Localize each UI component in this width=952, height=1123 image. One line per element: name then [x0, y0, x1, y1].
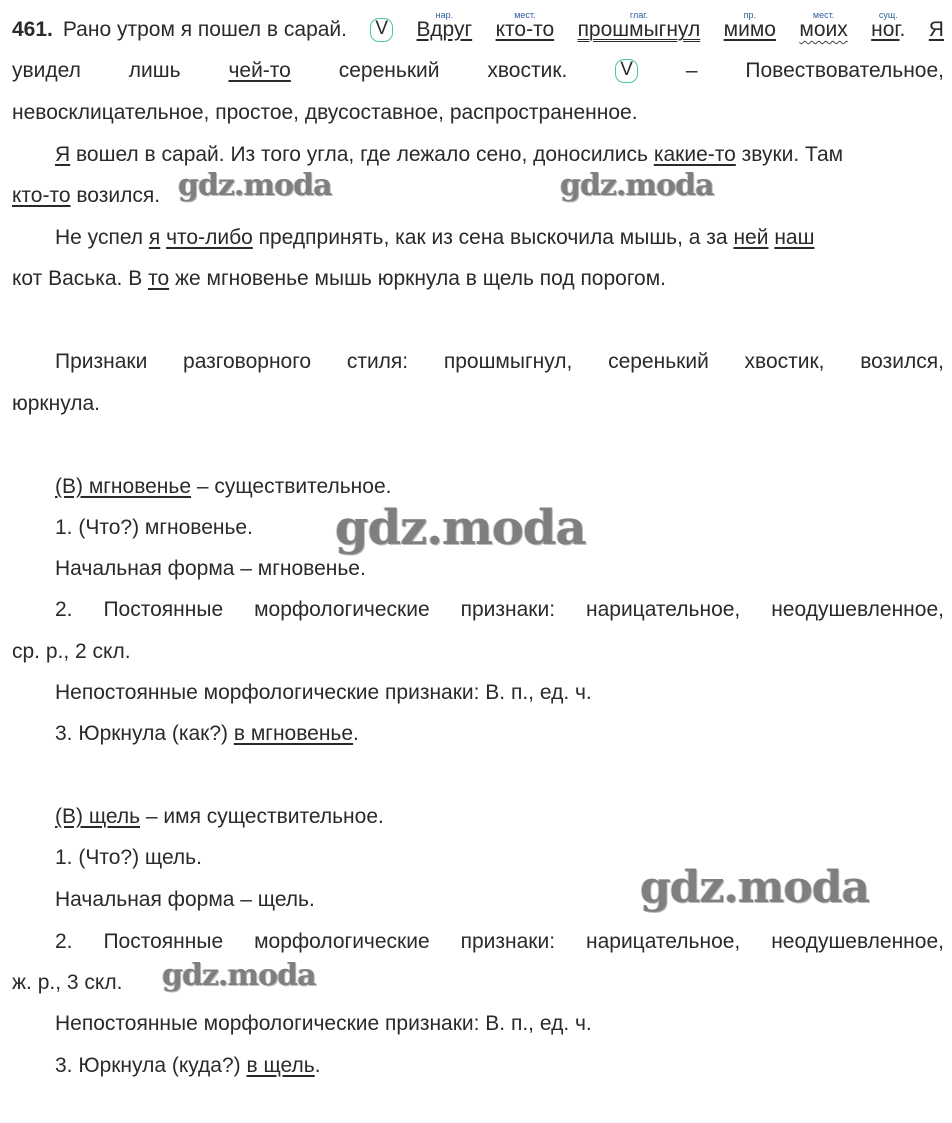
style-signs-line-2: юркнула. — [12, 392, 101, 415]
word-moih: мест. моих — [799, 18, 847, 42]
word-chey-to: чей-то — [228, 59, 291, 82]
para3-line-1: Не успел я что-либо предпринять, как из сена выскочила мышь, а за ней наш — [55, 226, 815, 249]
analysis2-point-2: 2. Постоянные морфологические признаки: нарицательное, неодушевленное, — [55, 930, 944, 953]
v-mark-2: V — [615, 59, 638, 83]
pos-tag-sush: сущ. — [878, 10, 898, 20]
style-signs-line-1: Признаки разговорного стиля: прошмыгнул, серенький хвостик, возился, — [55, 350, 944, 373]
analysis2-point-3: 3. Юркнула (куда?) в щель. — [55, 1054, 321, 1077]
task-number: 461. — [12, 18, 53, 41]
task-line-3: невосклицательное, простое, двусоставное, распространенное. — [12, 101, 638, 124]
task-line-2: увидел лишь чей-то серенький хвостик. V – Повествовательное, — [12, 59, 944, 82]
analysis1-nonconst: Непостоянные морфологические признаки: В. п., ед. ч. — [55, 681, 592, 704]
pos-tag-mest-2: мест. — [812, 10, 835, 20]
word-kto-to: мест. кто-то — [496, 18, 555, 42]
word-nog: сущ. ног. — [871, 18, 905, 42]
watermark-5: gdz.moda — [162, 958, 316, 993]
watermark-4: gdz.moda — [640, 862, 870, 913]
para2-line-1: Я вошел в сарай. Из того угла, где лежало сено, доносились какие-то звуки. Там — [55, 143, 844, 166]
analysis1-point-3: 3. Юркнула (как?) в мгновенье. — [55, 722, 359, 745]
para2-line-2: кто-то возился. — [12, 184, 161, 207]
v-mark-1: V — [370, 18, 393, 42]
watermark-1: gdz.moda — [178, 168, 332, 203]
analysis2-heading: (В) щель – имя существительное. — [55, 805, 384, 828]
analysis2-point-1: 1. (Что?) щель. — [55, 846, 202, 869]
word-mimo: пр. мимо — [724, 18, 776, 42]
watermark-3: gdz.moda — [335, 500, 586, 556]
analysis1-heading: (В) мгновенье – существительное. — [55, 475, 392, 498]
task-line-1 — [12, 10, 944, 42]
pos-tag-mest: мест. — [514, 10, 536, 20]
watermark-2: gdz.moda — [560, 168, 714, 203]
word-proshmygnul: глаг. прошмыгнул — [578, 18, 701, 42]
word-vdrug: нар. Вдруг — [417, 18, 473, 42]
word-ya: Я — [928, 18, 944, 41]
pos-tag-nar: нар. — [435, 10, 454, 20]
analysis1-point-2-cont: ср. р., 2 скл. — [12, 640, 131, 663]
analysis2-nonconst: Непостоянные морфологические признаки: В. п., ед. ч. — [55, 1012, 592, 1035]
analysis1-point-1: 1. (Что?) мгновенье. — [55, 516, 253, 539]
pos-tag-glag: глаг. — [629, 10, 648, 20]
para3-line-2: кот Васька. В то же мгновенье мышь юркнула в щель под порогом. — [12, 267, 666, 290]
analysis2-initial-form: Начальная форма – щель. — [55, 888, 315, 911]
analysis1-point-2: 2. Постоянные морфологические признаки: нарицательное, неодушевленное, — [55, 598, 944, 621]
pos-tag-pr: пр. — [743, 10, 756, 20]
sentence-1: Рано утром я пошел в сарай. — [62, 18, 347, 41]
analysis1-initial-form: Начальная форма – мгновенье. — [55, 557, 366, 580]
analysis2-point-2-cont: ж. р., 3 скл. — [12, 971, 123, 994]
